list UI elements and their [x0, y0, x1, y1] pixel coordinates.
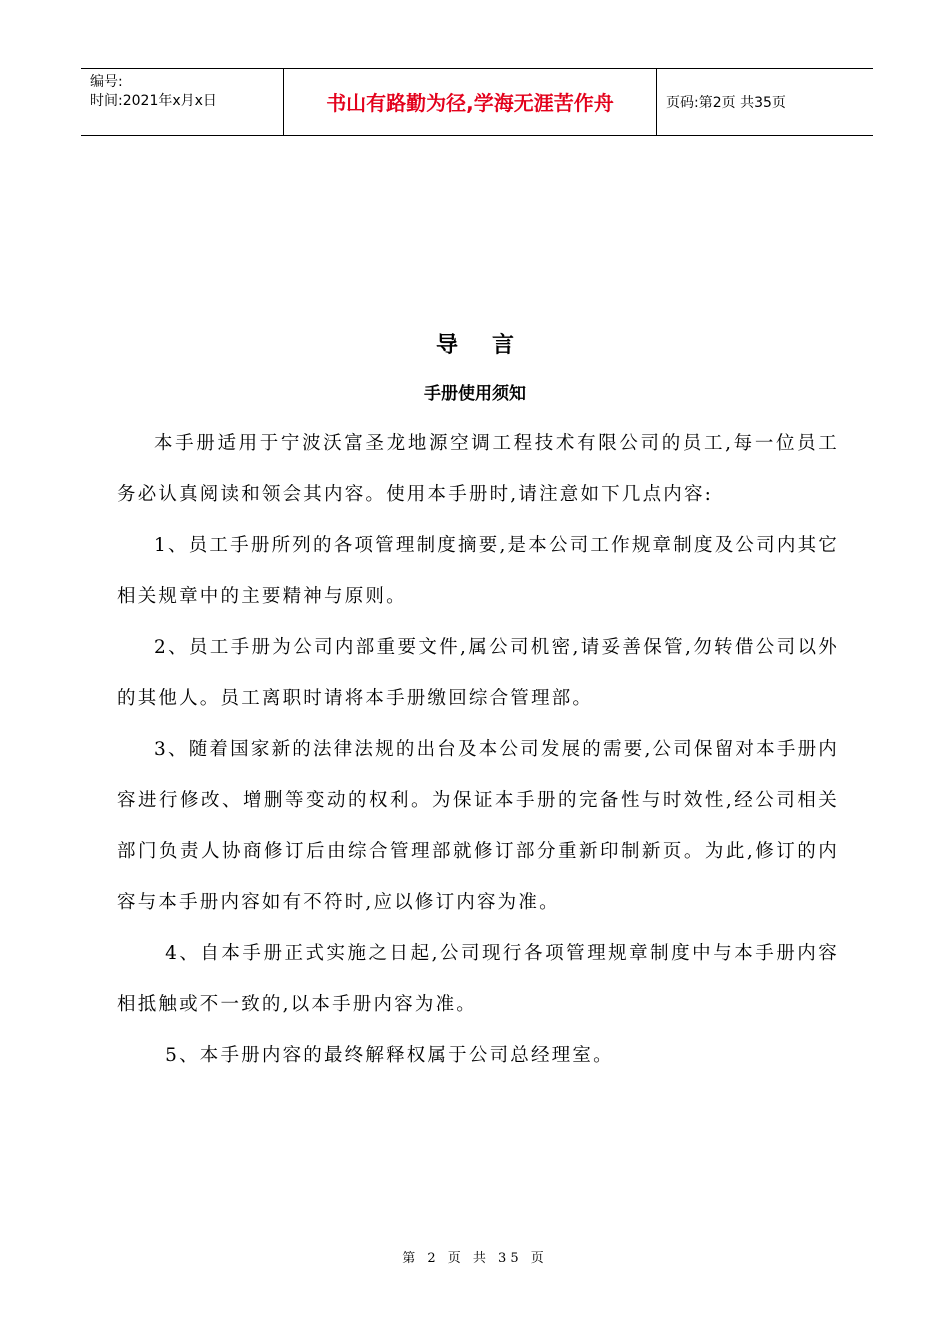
paragraph-item-3: 3、随着国家新的法律法规的出台及本公司发展的需要,公司保留对本手册内容进行修改、增删等变动的权利。为保证本手册的完备性与时效性,经公司相关部门负责人协商修订后由综合管理部就修订部分重新印制新页。为此,修订的内容与本手册内容如有不符时,应以修订内容为准。	[117, 739, 839, 913]
paragraph-item-1: 1、员工手册所列的各项管理制度摘要,是本公司工作规章制度及公司内其它相关规章中的主要精神与原则。	[117, 535, 839, 607]
paragraph-item-5: 5、本手册内容的最终解释权属于公司总经理室。	[165, 1045, 614, 1066]
document-body	[117, 418, 839, 1081]
paragraph-item-2: 2、员工手册为公司内部重要文件,属公司机密,请妥善保管,勿转借公司以外的其他人。员工离职时请将本手册缴回综合管理部。	[117, 637, 839, 709]
number-label: 编号:	[90, 74, 123, 90]
page-header	[81, 68, 873, 136]
document-subtitle: 手册使用须知	[424, 384, 526, 404]
document-title: 导言	[435, 333, 548, 358]
page-footer: 第 2 页 共 35 页	[402, 1251, 548, 1266]
header-meta-cell	[81, 69, 284, 135]
paragraph-intro: 本手册适用于宁波沃富圣龙地源空调工程技术有限公司的员工,每一位员工务必认真阅读和领会其内容。使用本手册时,请注意如下几点内容:	[117, 433, 839, 505]
time-label: 时间:2021年x月x日	[90, 93, 217, 109]
paragraph-item-4: 4、自本手册正式实施之日起,公司现行各项管理规章制度中与本手册内容相抵触或不一致的,以本手册内容为准。	[117, 943, 839, 1015]
header-page-info: 页码:第2页 共35页	[666, 95, 786, 111]
header-motto: 书山有路勤为径,学海无涯苦作舟	[284, 69, 657, 135]
